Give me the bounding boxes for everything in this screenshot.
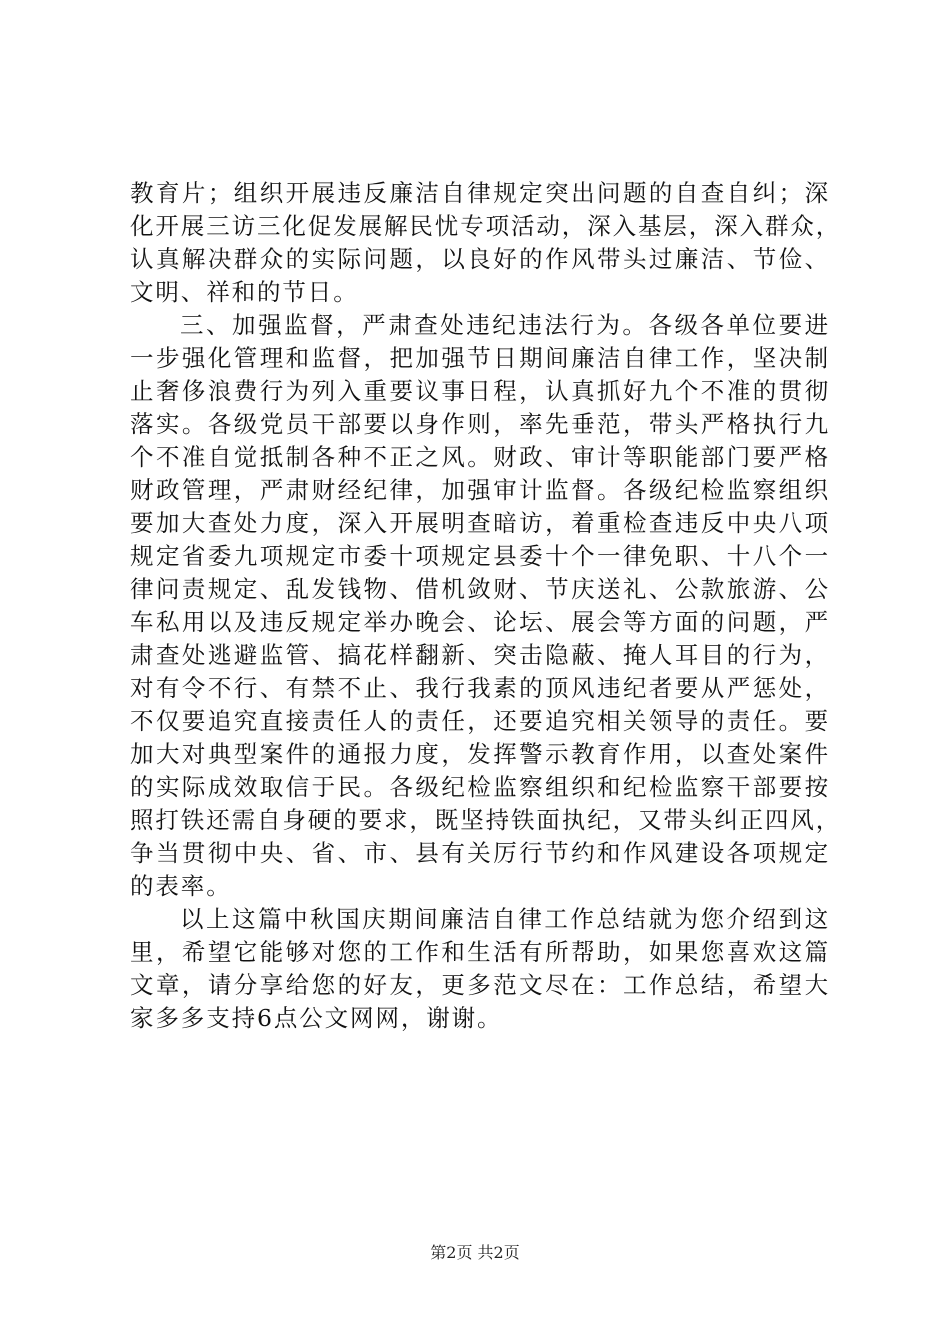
text-line: 个不准自觉抵制各种不正之风。财政、审计等职能部门要严格: [130, 443, 830, 471]
text-line: 加大对典型案件的通报力度，发挥警示教育作用，以查处案件: [130, 740, 830, 768]
paragraph-start-line: 三、加强监督，严肃查处违纪违法行为。各级各单位要进: [180, 311, 830, 339]
text-line: 化开展三访三化促发展解民忧专项活动，深入基层，深入群众，: [130, 212, 842, 240]
text-line: 肃查处逃避监管、搞花样翻新、突击隐蔽、掩人耳目的行为，: [130, 641, 830, 669]
text-line: 认真解决群众的实际问题，以良好的作风带头过廉洁、节俭、: [130, 245, 830, 273]
text-line: 家多多支持6点公文网网，谢谢。: [130, 1004, 503, 1032]
text-line: 一步强化管理和监督，把加强节日期间廉洁自律工作，坚决制: [130, 344, 830, 372]
text-line: 争当贯彻中央、省、市、县有关厉行节约和作风建设各项规定: [130, 839, 830, 867]
page-number-footer: 第2页 共2页: [430, 1243, 520, 1262]
text-line: 止奢侈浪费行为列入重要议事日程，认真抓好九个不准的贯彻: [130, 377, 830, 405]
text-line: 里，希望它能够对您的工作和生活有所帮助，如果您喜欢这篇: [130, 938, 830, 966]
text-line: 文章，请分享给您的好友，更多范文尽在：工作总结，希望大: [130, 971, 830, 999]
text-line: 车私用以及违反规定举办晚会、论坛、展会等方面的问题，严: [130, 608, 830, 636]
paragraph-start-line: 以上这篇中秋国庆期间廉洁自律工作总结就为您介绍到这: [180, 905, 830, 933]
text-line: 落实。各级党员干部要以身作则，率先垂范，带头严格执行九: [130, 410, 830, 438]
text-line: 要加大查处力度，深入开展明查暗访，着重检查违反中央八项: [130, 509, 830, 537]
document-body: [130, 177, 842, 1035]
text-line: 不仅要追究直接责任人的责任，还要追究相关领导的责任。要: [130, 707, 830, 735]
text-line: 财政管理，严肃财经纪律，加强审计监督。各级纪检监察组织: [130, 476, 830, 504]
text-line: 教育片；组织开展违反廉洁自律规定突出问题的自查自纠；深: [130, 179, 830, 207]
text-line: 对有令不行、有禁不止、我行我素的顶风违纪者要从严惩处，: [130, 674, 830, 702]
text-line: 律问责规定、乱发钱物、借机敛财、节庆送礼、公款旅游、公: [130, 575, 830, 603]
text-line: 的实际成效取信于民。各级纪检监察组织和纪检监察干部要按: [130, 773, 830, 801]
text-line: 规定省委九项规定市委十项规定县委十个一律免职、十八个一: [130, 542, 830, 570]
text-line: 照打铁还需自身硬的要求，既坚持铁面执纪，又带头纠正四风，: [130, 806, 842, 834]
text-line: 文明、祥和的节日。: [130, 278, 359, 306]
text-line: 的表率。: [130, 872, 232, 900]
